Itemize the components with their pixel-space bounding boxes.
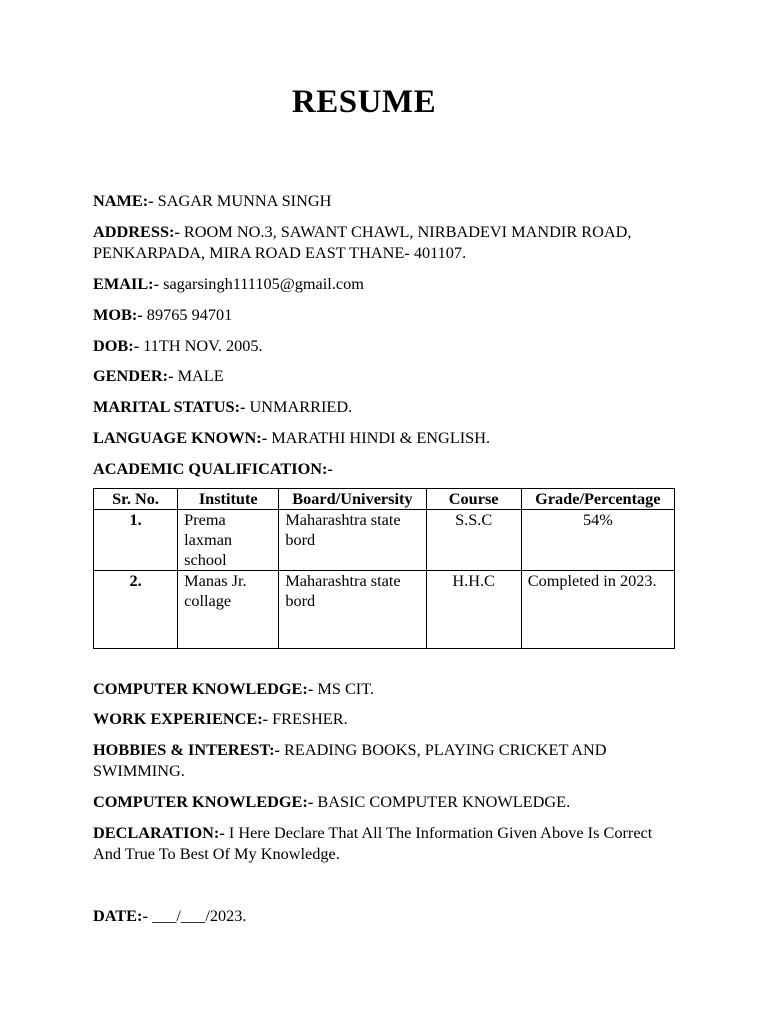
declaration-value: I Here Declare That All The Information Given Above Is Correct And True To Best Of My Knowledge. — [93, 823, 653, 863]
name-field — [93, 190, 683, 211]
academic-label: ACADEMIC QUALIFICATION:- — [93, 459, 333, 478]
mobile-value: 89765 94701 — [142, 305, 233, 324]
dob-field — [93, 335, 683, 356]
cell-course: H.H.C — [426, 571, 521, 649]
work-experience-field — [93, 708, 683, 729]
language-field — [93, 427, 683, 448]
table-row — [94, 510, 675, 571]
cell-institute: Manas Jr. collage — [178, 571, 279, 649]
page-title: RESUME — [291, 84, 437, 120]
work-experience-label: WORK EXPERIENCE:- — [93, 709, 269, 728]
date-value: ___/___/2023. — [147, 906, 247, 925]
qualification-table — [93, 488, 675, 649]
gender-label: GENDER:- — [93, 366, 174, 385]
computer-knowledge-label-2: COMPUTER KNOWLEDGE:- — [93, 792, 314, 811]
mobile-label: MOB:- — [93, 305, 143, 324]
marital-status-label: MARITAL STATUS:- — [93, 397, 246, 416]
academic-qualification-heading — [93, 458, 683, 479]
gender-value: MALE — [173, 366, 224, 385]
cell-board: Maharashtra state bord — [279, 571, 426, 649]
computer-knowledge-field-2 — [93, 791, 683, 812]
date-label: DATE:- — [93, 906, 148, 925]
header-institute: Institute — [178, 489, 279, 510]
cell-sr-no: 1. — [94, 510, 178, 571]
name-value: SAGAR MUNNA SINGH — [153, 191, 332, 210]
cell-course: S.S.C — [426, 510, 521, 571]
marital-status-value: UNMARRIED. — [245, 397, 353, 416]
email-field — [93, 273, 683, 294]
header-sr-no: Sr. No. — [94, 489, 178, 510]
work-experience-value: FRESHER. — [268, 709, 348, 728]
cell-board: Maharashtra state bord — [279, 510, 426, 571]
table-row — [94, 571, 675, 649]
address-label: ADDRESS:- — [93, 222, 180, 241]
date-field — [93, 905, 683, 926]
table-header-row — [94, 489, 675, 510]
computer-knowledge-field — [93, 678, 683, 699]
marital-status-field — [93, 396, 683, 417]
address-field — [93, 221, 683, 263]
language-value: MARATHI HINDI & ENGLISH. — [267, 428, 491, 447]
hobbies-value: READING BOOKS, PLAYING CRICKET AND SWIMMING. — [93, 740, 607, 780]
declaration-field — [93, 822, 683, 864]
cell-grade: 54% — [521, 510, 674, 571]
header-course: Course — [426, 489, 521, 510]
header-grade: Grade/Percentage — [521, 489, 674, 510]
hobbies-label: HOBBIES & INTEREST:- — [93, 740, 280, 759]
cell-grade: Completed in 2023. — [521, 571, 674, 649]
gender-field — [93, 365, 683, 386]
declaration-label: DECLARATION:- — [93, 823, 225, 842]
address-value: ROOM NO.3, SAWANT CHAWL, NIRBADEVI MANDIR ROAD, PENKARPADA, MIRA ROAD EAST THANE- 401107. — [93, 222, 632, 262]
dob-label: DOB:- — [93, 336, 140, 355]
mobile-field — [93, 304, 683, 325]
header-board: Board/University — [279, 489, 426, 510]
cell-sr-no: 2. — [94, 571, 178, 649]
email-label: EMAIL:- — [93, 274, 160, 293]
hobbies-field — [93, 739, 683, 781]
name-label: NAME:- — [93, 191, 154, 210]
dob-value: 11TH NOV. 2005. — [139, 336, 263, 355]
computer-knowledge-value: MS CIT. — [313, 679, 375, 698]
language-label: LANGUAGE KNOWN:- — [93, 428, 268, 447]
computer-knowledge-value-2: BASIC COMPUTER KNOWLEDGE. — [313, 792, 571, 811]
cell-institute: Prema laxman school — [178, 510, 279, 571]
computer-knowledge-label: COMPUTER KNOWLEDGE:- — [93, 679, 314, 698]
email-value: sagarsingh111105@gmail.com — [159, 274, 364, 293]
